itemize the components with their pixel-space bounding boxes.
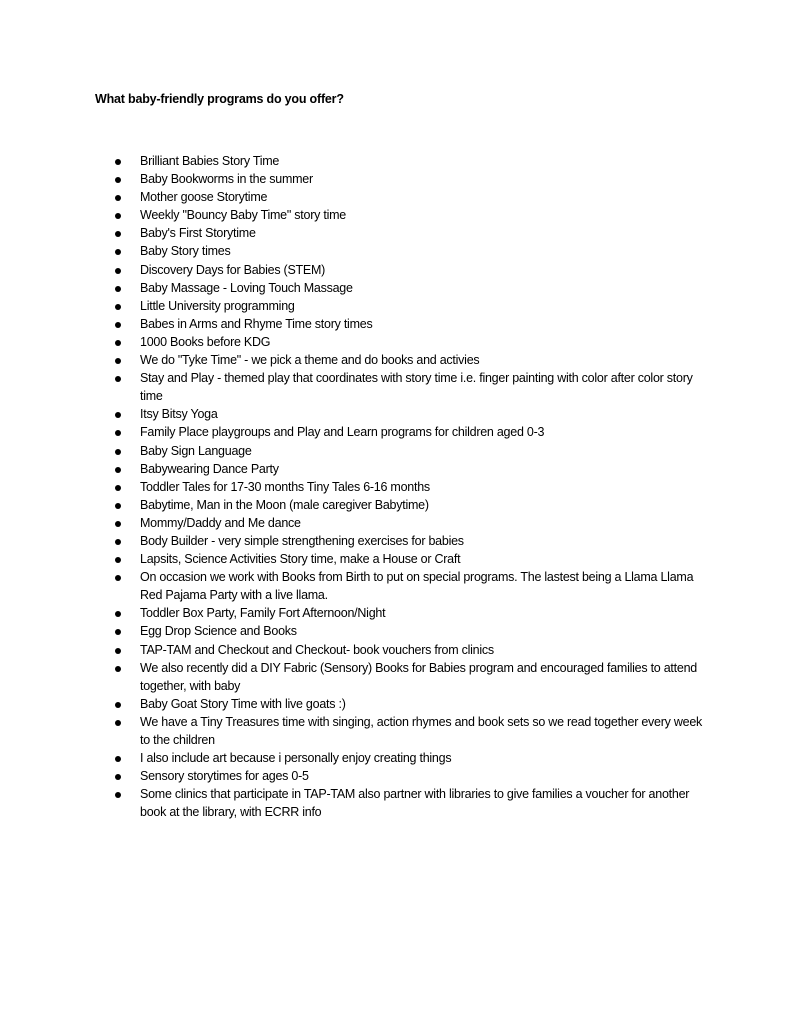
- list-item-text: We have a Tiny Treasures time with singing, action rhymes and book sets so we read together every week to the children: [140, 714, 703, 747]
- list-item-text: Babes in Arms and Rhyme Time story times: [140, 316, 373, 331]
- bullet-icon: [115, 720, 121, 726]
- list-item-text: Body Builder - very simple strengthening exercises for babies: [140, 533, 464, 548]
- list-item-text: Weekly "Bouncy Baby Time" story time: [140, 208, 346, 223]
- bullet-icon: [115, 666, 121, 672]
- list-item: [0, 442, 791, 460]
- bullet-icon: [115, 286, 121, 292]
- list-item: [0, 297, 791, 315]
- list-item: [0, 405, 791, 423]
- bullet-icon: [115, 322, 121, 328]
- list-item: [0, 767, 791, 785]
- list-item: [0, 261, 791, 279]
- list-item: [0, 550, 791, 568]
- bullet-icon: [115, 304, 121, 310]
- list-item-text: Stay and Play - themed play that coordinates with story time i.e. finger painting with color after color story time: [140, 371, 693, 404]
- bullet-icon: [115, 449, 121, 455]
- list-item: [0, 279, 791, 297]
- list-item: [0, 713, 791, 749]
- bullet-icon: [115, 376, 121, 382]
- bullet-icon: [115, 485, 121, 491]
- list-item: [0, 659, 791, 695]
- bullet-icon: [115, 268, 121, 274]
- list-item: [0, 514, 791, 532]
- bullet-icon: [115, 213, 121, 219]
- list-item: [0, 242, 791, 260]
- list-item: [0, 351, 791, 369]
- list-item-text: Lapsits, Science Activities Story time, make a House or Craft: [140, 552, 461, 567]
- bullet-icon: [115, 467, 121, 473]
- list-item: [0, 622, 791, 640]
- list-item-text: Mommy/Daddy and Me dance: [140, 515, 301, 530]
- bullet-icon: [115, 648, 121, 654]
- list-item-text: Babytime, Man in the Moon (male caregiver Babytime): [140, 497, 429, 512]
- list-item-text: Toddler Box Party, Family Fort Afternoon/Night: [140, 606, 386, 621]
- list-item: [0, 188, 791, 206]
- list-item: [0, 478, 791, 496]
- bullet-icon: [115, 756, 121, 762]
- list-item-text: We do "Tyke Time" - we pick a theme and do books and activies: [140, 353, 480, 368]
- list-item: [0, 333, 791, 351]
- bullet-icon: [115, 539, 121, 545]
- bullet-icon: [115, 340, 121, 346]
- bullet-icon: [115, 575, 121, 581]
- bullet-icon: [115, 792, 121, 798]
- bullet-icon: [115, 503, 121, 509]
- list-item: [0, 152, 791, 170]
- list-item-text: TAP-TAM and Checkout and Checkout- book vouchers from clinics: [140, 642, 494, 657]
- list-item: [0, 532, 791, 550]
- list-item: [0, 641, 791, 659]
- bullet-icon: [115, 177, 121, 183]
- list-item: [0, 369, 791, 405]
- list-item-text: On occasion we work with Books from Birth to put on special programs. The lastest being a Llama Llama Red Pajama Party with a live llama.: [140, 570, 694, 603]
- list-item: [0, 170, 791, 188]
- list-item-text: Toddler Tales for 17-30 months Tiny Tales 6-16 months: [140, 479, 430, 494]
- bullet-icon: [115, 702, 121, 708]
- list-item: [0, 695, 791, 713]
- list-item-text: Baby Massage - Loving Touch Massage: [140, 280, 353, 295]
- list-item: [0, 315, 791, 333]
- list-item-text: Itsy Bitsy Yoga: [140, 407, 218, 422]
- bullet-icon: [115, 629, 121, 635]
- list-item-text: Discovery Days for Babies (STEM): [140, 262, 326, 277]
- bullet-icon: [115, 159, 121, 165]
- list-item-text: Baby's First Storytime: [140, 226, 256, 241]
- bullet-icon: [115, 557, 121, 563]
- list-item: [0, 749, 791, 767]
- list-item-text: Babywearing Dance Party: [140, 461, 279, 476]
- list-item-text: Baby Bookworms in the summer: [140, 172, 313, 187]
- bullet-icon: [115, 231, 121, 237]
- list-item-text: Family Place playgroups and Play and Learn programs for children aged 0-3: [140, 425, 545, 440]
- list-item: [0, 785, 791, 821]
- list-item: [0, 460, 791, 478]
- bullet-icon: [115, 358, 121, 364]
- bullet-icon: [115, 195, 121, 201]
- bullet-icon: [115, 521, 121, 527]
- list-item: [0, 206, 791, 224]
- list-item-text: Baby Story times: [140, 244, 231, 259]
- list-item: [0, 496, 791, 514]
- list-item-text: Egg Drop Science and Books: [140, 624, 297, 639]
- list-item: [0, 604, 791, 622]
- list-item-text: I also include art because i personally enjoy creating things: [140, 751, 452, 766]
- list-item-text: We also recently did a DIY Fabric (Sensory) Books for Babies program and encouraged families to attend together, with baby: [140, 660, 697, 693]
- list-item: [0, 224, 791, 242]
- bullet-icon: [115, 611, 121, 617]
- list-item: [0, 423, 791, 441]
- bullet-icon: [115, 774, 121, 780]
- list-item: [0, 568, 791, 604]
- list-item-text: Little University programming: [140, 298, 295, 313]
- list-item-text: Mother goose Storytime: [140, 190, 268, 205]
- list-item-text: Some clinics that participate in TAP-TAM also partner with libraries to give families a voucher for another book at the library, with ECRR info: [140, 787, 690, 820]
- program-list: [0, 152, 791, 821]
- list-item-text: Baby Sign Language: [140, 443, 252, 458]
- list-item-text: 1000 Books before KDG: [140, 334, 271, 349]
- list-item-text: Brilliant Babies Story Time: [140, 154, 280, 168]
- question-heading: What baby-friendly programs do you offer?: [95, 92, 344, 106]
- bullet-icon: [115, 249, 121, 255]
- list-item-text: Sensory storytimes for ages 0-5: [140, 769, 309, 784]
- bullet-icon: [115, 412, 121, 418]
- bullet-icon: [115, 430, 121, 436]
- list-item-text: Baby Goat Story Time with live goats :): [140, 696, 346, 711]
